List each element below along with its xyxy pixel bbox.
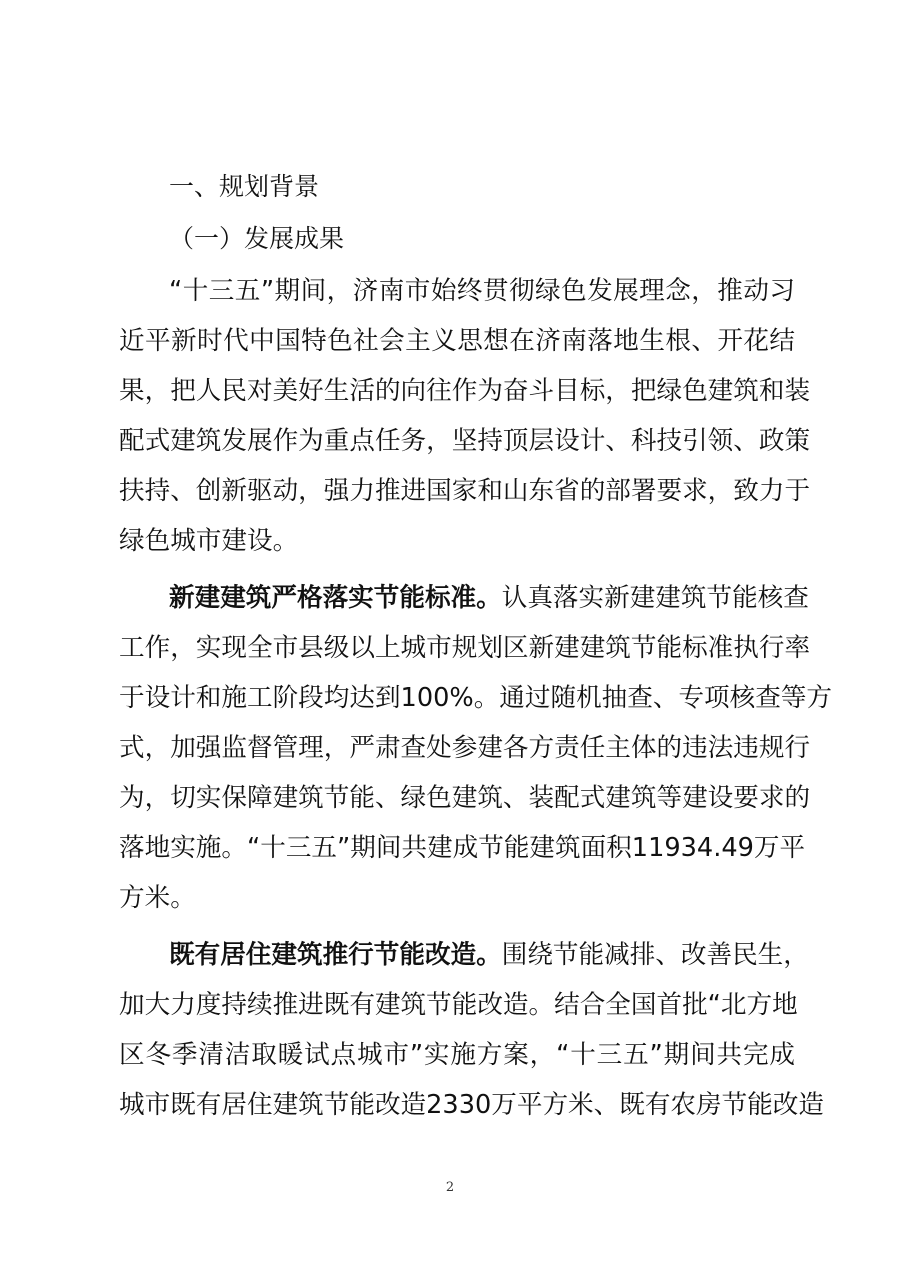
paragraph-1-line-4: 配式建筑发展作为重点任务，坚持顶层设计、科技引领、政策 (119, 426, 811, 456)
paragraph-3-line-1 (169, 940, 809, 970)
paragraph-2-bold-lead: 新建建筑严格落实节能标准。 (169, 583, 502, 613)
page-number: 2 (445, 1180, 455, 1195)
section-heading: 一、规划背景 (169, 172, 320, 201)
paragraph-3-line-4: 城市既有居住建筑节能改造2330万平方米、既有农房节能改造 (119, 1090, 824, 1120)
paragraph-2-line-5: 为，切实保障建筑节能、绿色建筑、装配式建筑等建设要求的 (119, 783, 811, 813)
paragraph-2-line-6: 落地实施。“十三五”期间共建成节能建筑面积11934.49万平 (119, 833, 806, 863)
paragraph-1-line-5: 扶持、创新驱动，强力推进国家和山东省的部署要求，致力于 (119, 476, 811, 506)
paragraph-3-bold-lead: 既有居住建筑推行节能改造。 (169, 940, 502, 970)
paragraph-3-line-3: 区冬季清洁取暖试点城市”实施方案，“十三五”期间共完成 (119, 1040, 795, 1070)
paragraph-2-line-1 (169, 583, 809, 613)
paragraph-2-line-2: 工作，实现全市县级以上城市规划区新建建筑节能标准执行率 (119, 633, 811, 663)
paragraph-1-line-2: 近平新时代中国特色社会主义思想在济南落地生根、开花结 (119, 326, 795, 356)
subsection-heading: （一）发展成果 (169, 224, 345, 253)
paragraph-3-first-line-text: 围绕节能减排、改善民生， (501, 940, 809, 970)
paragraph-1-line-3: 果，把人民对美好生活的向往作为奋斗目标，把绿色建筑和装 (119, 376, 811, 406)
paragraph-2-first-line-text: 认真落实新建建筑节能核查 (501, 583, 809, 613)
paragraph-2-line-4: 式，加强监督管理，严肃查处参建各方责任主体的违法违规行 (119, 733, 811, 763)
paragraph-3-line-2: 加大力度持续推进既有建筑节能改造。结合全国首批“北方地 (119, 990, 798, 1020)
paragraph-1-line-6: 绿色城市建设。 (119, 526, 299, 556)
paragraph-2-line-3: 于设计和施工阶段均达到100%。通过随机抽查、专项核查等方 (119, 683, 833, 713)
paragraph-1-line-1: “十三五”期间，济南市始终贯彻绿色发展理念，推动习 (169, 276, 795, 306)
paragraph-2-line-7: 方米。 (119, 883, 196, 913)
